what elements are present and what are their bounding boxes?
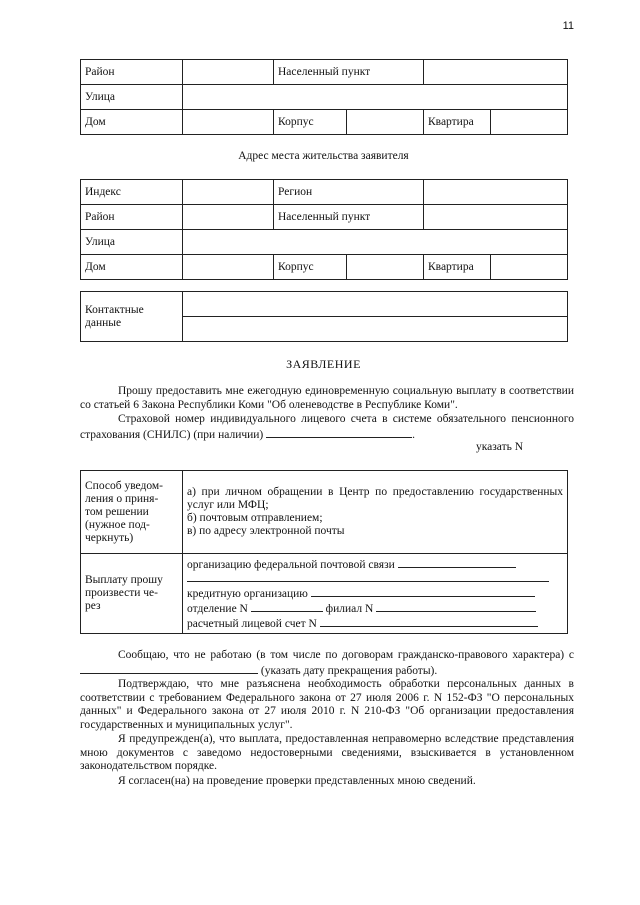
label-payment-line: рез xyxy=(85,600,101,612)
field-kvartira[interactable] xyxy=(491,255,568,280)
payment-credit-label: кредитную организацию xyxy=(187,588,308,601)
label-region: Регион xyxy=(274,180,424,205)
paragraph-warning: Я предупрежден(а), что выплата, предоставленная неправомерно вследствие представления мною документов с заведомо недостоверными сведениями, взыскивается в установленном законодательством порядке. xyxy=(80,733,574,772)
label-contacts-line1: Контактные xyxy=(85,303,144,316)
payment-post-row2 xyxy=(187,571,563,586)
address-table-residence xyxy=(80,179,568,280)
field-contacts-1[interactable] xyxy=(183,292,568,317)
label-notify-line: том решении xyxy=(85,505,149,518)
label-dom: Дом xyxy=(81,110,183,135)
not-working-date-field[interactable] xyxy=(80,663,258,674)
label-kvartira: Квартира xyxy=(424,110,491,135)
payment-credit-field[interactable] xyxy=(311,586,535,597)
snils-hint: указать N xyxy=(476,441,524,453)
label-rayon: Район xyxy=(81,205,183,230)
payment-post-label: организацию федеральной почтовой связи xyxy=(187,558,395,571)
payment-post-field[interactable] xyxy=(398,557,516,568)
payment-account-label: расчетный лицевой счет N xyxy=(187,617,317,630)
paragraph-request: Прошу предоставить мне ежегодную единовременную социальную выплату в соответствии со статьей 6 Закона Республики Коми "Об оленеводстве в Республике Коми". xyxy=(80,385,574,411)
label-kvartira: Квартира xyxy=(424,255,491,280)
label-notify-method xyxy=(81,471,183,554)
field-nas-punkt[interactable] xyxy=(424,205,568,230)
label-notify-line: Способ уведом- xyxy=(85,479,163,492)
snils-period: . xyxy=(412,428,416,441)
field-region[interactable] xyxy=(424,180,568,205)
label-dom: Дом xyxy=(81,255,183,280)
notify-option-a[interactable]: а) при личном обращении в Центр по предоставлению государственных услуг или МФЦ; xyxy=(187,486,563,511)
field-nas-punkt[interactable] xyxy=(424,60,568,85)
label-korpus: Корпус xyxy=(274,110,347,135)
paragraph-personal-data: Подтверждаю, что мне разъяснена необходимость обработки персональных данных в соответствии с требованием Федерального закона от 27 июля 2006 г. N 152-ФЗ "О персональных данных" и Федерального закона от 27 июля 2010 г. N 210-ФЗ "Об организации предоставления государственных и муниципальных услуг". xyxy=(80,678,574,731)
label-notify-line: ления о приня- xyxy=(85,492,159,505)
label-ulitsa: Улица xyxy=(81,230,183,255)
label-index: Индекс xyxy=(81,180,183,205)
payment-account-row xyxy=(187,616,563,631)
field-index[interactable] xyxy=(183,180,274,205)
payment-account-field[interactable] xyxy=(320,616,538,627)
payment-branch-label: отделение N xyxy=(187,602,248,615)
payment-branch-field[interactable] xyxy=(251,601,323,612)
paragraph-snils xyxy=(80,413,574,442)
snils-text: Страховой номер индивидуального лицевого счета в системе обязательного пенсионного страхования (СНИЛС) (при наличии) xyxy=(80,413,574,441)
payment-branch-row xyxy=(187,601,563,616)
label-ulitsa: Улица xyxy=(81,85,183,110)
label-payment-line: произвести че- xyxy=(85,587,158,599)
field-korpus[interactable] xyxy=(347,110,424,135)
label-contacts-line2: данные xyxy=(85,316,122,329)
label-payment-line: Выплату прошу xyxy=(85,574,163,586)
label-nas-punkt: Населенный пункт xyxy=(274,205,424,230)
page-number: 11 xyxy=(562,20,574,32)
label-nas-punkt: Населенный пункт xyxy=(274,60,424,85)
field-rayon[interactable] xyxy=(183,205,274,230)
field-ulitsa[interactable] xyxy=(183,85,568,110)
field-korpus[interactable] xyxy=(347,255,424,280)
address-caption: Адрес места жительства заявителя xyxy=(238,150,409,162)
field-dom[interactable] xyxy=(183,255,274,280)
label-notify-line: (нужное под- xyxy=(85,518,150,531)
field-rayon[interactable] xyxy=(183,60,274,85)
label-rayon: Район xyxy=(81,60,183,85)
notify-option-b[interactable]: б) почтовым отправлением; xyxy=(187,512,323,524)
payment-post-row xyxy=(187,557,563,572)
label-contacts xyxy=(81,292,183,342)
contact-table xyxy=(80,291,568,342)
label-payment-via xyxy=(81,554,183,634)
payment-post-field2[interactable] xyxy=(187,571,549,582)
field-contacts-2[interactable] xyxy=(183,317,568,342)
document-title: ЗАЯВЛЕНИЕ xyxy=(286,357,361,371)
paragraph-consent: Я согласен(на) на проведение проверки представленных мною сведений. xyxy=(118,775,476,787)
not-working-hint: (указать дату прекращения работы). xyxy=(260,664,438,677)
snils-field[interactable] xyxy=(266,427,412,438)
notify-option-v[interactable]: в) по адресу электронной почты xyxy=(187,525,345,537)
payment-credit-row xyxy=(187,586,563,601)
notify-options xyxy=(183,471,568,554)
address-table-top xyxy=(80,59,568,135)
label-korpus: Корпус xyxy=(274,255,347,280)
field-ulitsa[interactable] xyxy=(183,230,568,255)
not-working-text: Сообщаю, что не работаю (в том числе по договорам гражданско-правового характера) с xyxy=(118,649,574,661)
paragraph-not-working xyxy=(80,649,574,678)
payment-filial-label: филиал N xyxy=(325,602,374,615)
notification-table xyxy=(80,470,568,634)
label-notify-line: черкнуть) xyxy=(85,531,134,544)
payment-filial-field[interactable] xyxy=(376,601,536,612)
field-dom[interactable] xyxy=(183,110,274,135)
field-kvartira[interactable] xyxy=(491,110,568,135)
payment-options xyxy=(183,554,568,634)
